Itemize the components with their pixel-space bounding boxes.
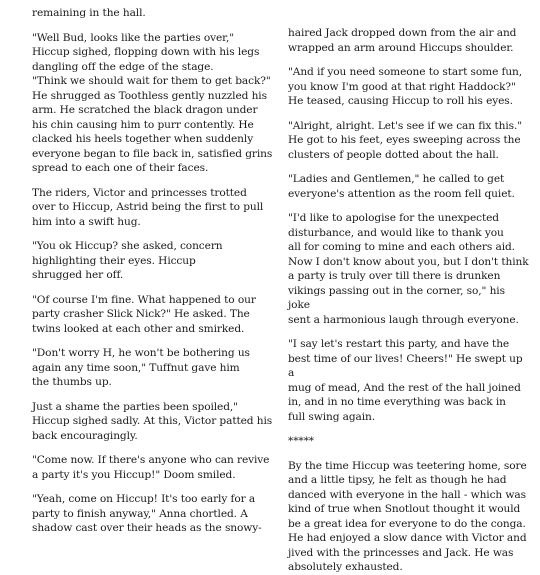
paragraph: "And if you need someone to start some fun, you know I'm good at that right Haddock?" He teased, causing Hiccup to roll his eyes. [288,66,523,107]
paragraph: "Alright, alright. Let's see if we can fix this." He got to his feet, eyes sweeping across the clusters of people dotted about the hall. [288,119,523,161]
paragraph: "Yeah, come on Hiccup! It's too early for a party to finish anyway," Anna chortled. A shadow cast over their heads as the snowy- [32,493,262,534]
paragraph: "You ok Hiccup? she asked, concern highlighting their eyes. Hiccup shrugged her off. [32,240,223,281]
left-column [32,6,274,540]
right-column [288,6,530,573]
paragraph: "I'd like to apologise for the unexpected disturbance, and would like to thank you all for coming to mine and each others aid. Now I don't know about you, but I don't think a party is truly over till there is drunken vikings passing out in the corner, so," his joke sent a harmonious laugh through everyone. [288,212,529,326]
paragraph: "Ladies and Gentlemen," he called to get everyone's attention as the room fell quiet. [288,173,515,200]
paragraph: By the time Hiccup was teetering home, sore and a little tipsy, he felt as though he had danced with everyone in the hall - which was kind of true when Snotlout thought it would be a great idea for everyone to do the conga. He had enjoyed a slow dance with Victor and jived with the princesses and Jack. He was absolutely exhausted. [288,459,527,573]
scene-break: ***** [288,435,314,447]
paragraph: "Don't worry H, he won't be bothering us again any time soon," Tuffnut gave him the thumbs up. [32,347,250,388]
paragraph: Just a shame the parties been spoiled," Hiccup sighed sadly. At this, Victor patted his back encouragingly. [32,400,273,442]
paragraph: "Come now. If there's anyone who can revive a party it's you Hiccup!" Doom smiled. [32,454,270,481]
paragraph: remaining in the hall. [32,7,146,19]
paragraph: "Well Bud, looks like the parties over," Hiccup sighed, flopping down with his legs dangling off the edge of the stage. "Think we should wait for them to get back?" He shrugged as Toothless gently nuzzled his arm. He scratched the black dragon under his chin causing him to purr contently. He clacked his heels together when suddenly everyone began to file back in, satisfied grins spread to each one of their faces. [32,31,273,174]
paragraph: "I say let's restart this party, and have the best time of our lives! Cheers!" He swept up a mug of mead, And the rest of the hall joined in, and in no time everything was back in full swing again. [288,338,523,423]
paragraph: "Of course I'm fine. What happened to our party crasher Slick Nick?" He asked. The twins looked at each other and smirked. [32,293,256,335]
paragraph: haired Jack dropped down from the air and wrapped an arm around Hiccups shoulder. [288,27,517,54]
paragraph: The riders, Victor and princesses trotted over to Hiccup, Astrid being the first to pull him into a swift hug. [32,186,264,228]
